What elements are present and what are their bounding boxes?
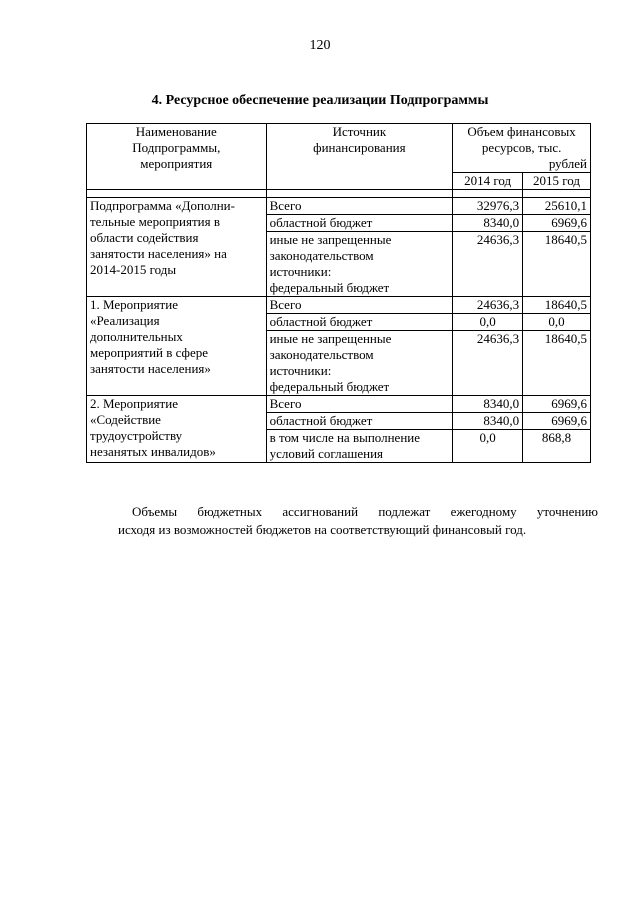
group-name-line: «Реализация [90, 313, 160, 328]
group-name-cell [87, 396, 267, 463]
table-row [87, 396, 591, 413]
source-line: законодательством [269, 347, 374, 362]
source-cell: Всего [266, 198, 453, 215]
source-cell [266, 430, 453, 463]
group-name-line: занятости населения» [90, 361, 211, 376]
value-2015: 6969,6 [523, 413, 591, 430]
group-name-line: «Содействие [90, 412, 161, 427]
source-cell: Всего [266, 297, 453, 314]
group-name-line: 1. Мероприятие [90, 297, 178, 312]
value-2015: 25610,1 [523, 198, 591, 215]
header-name-line: Подпрограммы, [132, 140, 221, 155]
value-2014: 8340,0 [453, 215, 523, 232]
group-name-line: тельные мероприятия в [90, 214, 220, 229]
value-2014: 24636,3 [453, 331, 523, 396]
source-line: федеральный бюджет [269, 280, 390, 295]
source-cell: областной бюджет [266, 413, 453, 430]
source-line: условий соглашения [269, 446, 384, 461]
group-name-cell [87, 297, 267, 396]
value-2015: 18640,5 [523, 297, 591, 314]
header-name-cell [87, 124, 267, 190]
table-header [87, 124, 591, 198]
value-2014: 24636,3 [453, 232, 523, 297]
header-name-line: мероприятия [140, 156, 213, 171]
header-source-line: Источник [332, 124, 387, 139]
source-line: иные не запрещенные [269, 331, 392, 346]
value-2015: 6969,6 [523, 396, 591, 413]
group-name-line: дополнительных [90, 329, 183, 344]
source-line: в том числе на выполнение [269, 430, 421, 445]
table-row [87, 198, 591, 215]
value-2015: 18640,5 [523, 331, 591, 396]
source-cell: областной бюджет [266, 215, 453, 232]
section-title: 4. Ресурсное обеспечение реализации Подпрограммы [151, 93, 489, 108]
header-source-cell [266, 124, 453, 190]
value-2014: 24636,3 [453, 297, 523, 314]
page-number: 120 [309, 38, 331, 53]
financing-table [86, 123, 591, 463]
header-volume-line: рублей [548, 156, 587, 171]
group-name-line: трудоустройству [90, 428, 183, 443]
closing-paragraph [118, 503, 598, 539]
source-cell: областной бюджет [266, 314, 453, 331]
value-2014: 32976,3 [453, 198, 523, 215]
group-name-line: Подпрограмма «Дополни- [90, 198, 235, 213]
value-2014: 0,0 [453, 430, 523, 463]
table-row [87, 297, 591, 314]
value-2014: 8340,0 [453, 396, 523, 413]
value-2014: 8340,0 [453, 413, 523, 430]
group-name-cell [87, 198, 267, 297]
source-cell: Всего [266, 396, 453, 413]
group-name-line: мероприятий в сфере [90, 345, 209, 360]
header-volume-cell [453, 124, 591, 173]
source-line: федеральный бюджет [269, 379, 390, 394]
source-cell [266, 331, 453, 396]
group-name-line: 2. Мероприятие [90, 396, 178, 411]
header-volume-line: Объем финансовых [467, 124, 576, 139]
header-year-2015: 2015 год [523, 173, 591, 190]
group-name-line: области содействия [90, 230, 199, 245]
header-name-line: Наименование [135, 124, 217, 139]
closing-line: исходя из возможностей бюджетов на соответствующий финансовый год. [118, 522, 527, 537]
source-line: источники: [269, 363, 332, 378]
value-2015: 18640,5 [523, 232, 591, 297]
value-2014: 0,0 [453, 314, 523, 331]
header-source-line: финансирования [313, 140, 406, 155]
source-line: источники: [269, 264, 332, 279]
source-cell [266, 232, 453, 297]
value-2015: 0,0 [523, 314, 591, 331]
value-2015: 6969,6 [523, 215, 591, 232]
group-name-line: 2014-2015 годы [90, 262, 177, 277]
closing-line: Объемы бюджетных ассигнований подлежат ежегодному уточнению [132, 504, 598, 519]
header-volume-line: ресурсов, тыс. [481, 140, 562, 155]
header-year-2014: 2014 год [453, 173, 523, 190]
source-line: законодательством [269, 248, 374, 263]
group-name-line: занятости населения» на [90, 246, 227, 261]
group-name-line: незанятых инвалидов» [90, 444, 216, 459]
value-2015: 868,8 [523, 430, 591, 463]
table-body [87, 198, 591, 463]
source-line: иные не запрещенные [269, 232, 392, 247]
